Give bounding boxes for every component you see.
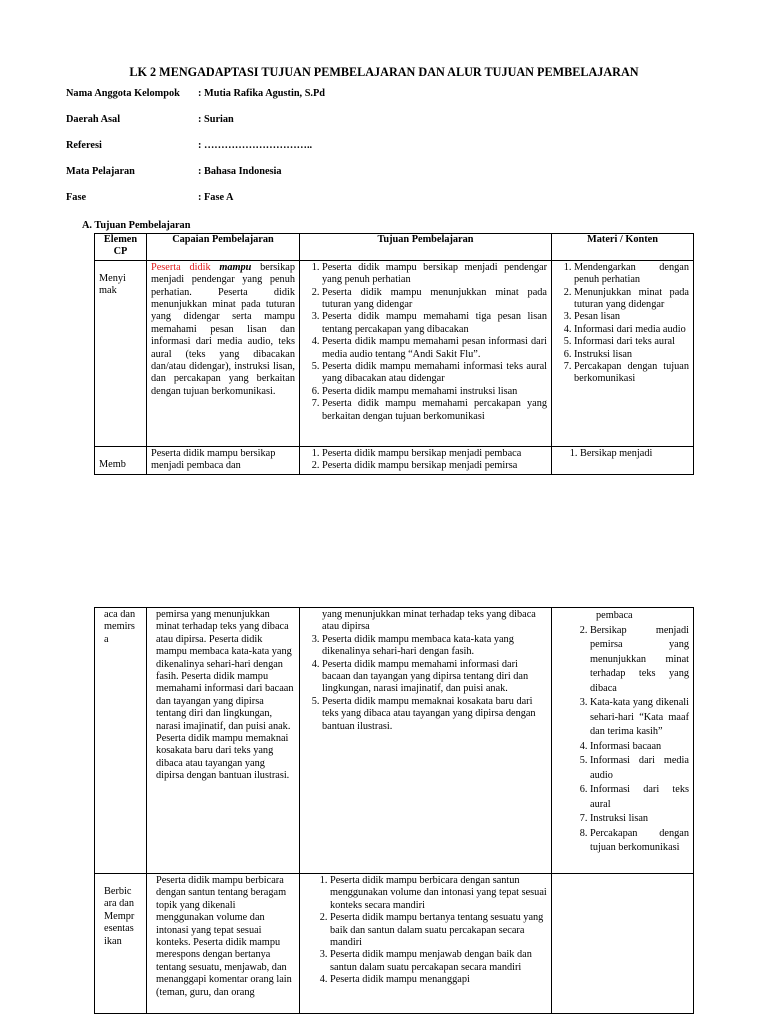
- elemen-cell: aca dan memirs a: [95, 608, 147, 874]
- tujuan-table-page-2: [94, 607, 694, 1014]
- list-item: 4. Informasi dari media audio: [574, 324, 689, 336]
- list-item: 1. Peserta didik mampu bersikap menjadi pembaca: [322, 448, 547, 460]
- materi-cell: [552, 260, 694, 446]
- list-item: 1. Bersikap menjadi: [580, 448, 689, 460]
- list-item: 1. Mendengarkan dengan penuh perhatian: [574, 262, 689, 287]
- list-item: 3. Pesan lisan: [574, 311, 689, 323]
- list-item: 4. Informasi bacaan: [590, 740, 689, 755]
- meta-value-nama: : Mutia Rafika Agustin, S.Pd: [198, 88, 326, 99]
- list-item: 5. Informasi dari media audio: [590, 754, 689, 783]
- materi-cell: [552, 874, 694, 1014]
- list-item: 4. Peserta didik mampu memahami informasi dari bacaan dan tayangan yang dipirsa tentang diri dan lingkungan, narasi imajinatif, dan puisi anak.: [322, 659, 547, 696]
- list-item: 2. Peserta didik mampu bersikap menjadi pemirsa: [322, 460, 547, 472]
- capaian-rest-text: bersikap menjadi pendengar yang penuh perhatian. Peserta didik menunjukkan minat pada tuturan yang didengar serta mampu memahami pesan lisan dan informasi dari media audio, teks aural (teks yang dibacakan dan/atau didengar), instruksi lisan, dan percakapan yang berkaitan dengan tujuan berkomunikasi.: [151, 261, 295, 397]
- meta-value-daerah: : Surian: [198, 114, 234, 125]
- capaian-cell: [147, 260, 300, 446]
- list-item: 4. Peserta didik mampu menanggapi: [330, 974, 547, 986]
- capaian-cell: Peserta didik mampu berbicara dengan santun tentang beragam topik yang dikenali menggunakan volume dan intonasi yang tepat sesuai konteks. Peserta didik mampu merespons dengan bertanya tentang sesuatu, menjawab, dan menanggapi komentar orang lain (teman, guru, dan orang: [147, 874, 300, 1014]
- list-item: 3. Peserta didik mampu memahami tiga pesan lisan tentang percakapan yang dibacakan: [322, 311, 547, 336]
- table-row-menyimak: [95, 260, 694, 446]
- list-item: 1. Peserta didik mampu berbicara dengan santun menggunakan volume dan intonasi yang tepat sesuai konteks secara mandiri: [330, 875, 547, 912]
- header-elemen: Elemen CP: [95, 234, 147, 261]
- list-item: 1. Peserta didik mampu bersikap menjadi pendengar yang penuh perhatian: [322, 262, 547, 287]
- list-item: 8. Percakapan dengan tujuan berkomunikasi: [590, 827, 689, 856]
- list-item: 2. Peserta didik mampu bertanya tentang sesuatu yang baik dan santun dalam suatu percakapan secara mandiri: [330, 912, 547, 949]
- materi-cell: [552, 608, 694, 874]
- meta-value-mapel: : Bahasa Indonesia: [198, 166, 282, 177]
- meta-value-fase: : Fase A: [198, 192, 234, 203]
- elemen-cell: Menyi mak: [95, 260, 147, 446]
- list-item: 7. Instruksi lisan: [590, 812, 689, 827]
- materi-continuation: pembaca: [596, 610, 633, 621]
- table-header-row: [95, 234, 694, 261]
- list-item: 2. Menunjukkan minat pada tuturan yang didengar: [574, 287, 689, 312]
- list-item: 7. Peserta didik mampu memahami percakapan yang berkaitan dengan tujuan berkomunikasi: [322, 398, 547, 423]
- meta-label-nama: Nama Anggota Kelompok: [66, 88, 180, 99]
- materi-cell: [552, 446, 694, 474]
- tujuan-cell: [300, 446, 552, 474]
- tujuan-continuation: yang menunjukkan minat terhadap teks yang dibaca atau dipirsa: [322, 609, 536, 633]
- list-item: 4. Peserta didik mampu memahami pesan informasi dari media audio tentang “Andi Sakit Flu”.: [322, 336, 547, 361]
- meta-label-fase: Fase: [66, 192, 87, 203]
- list-item: 6. Instruksi lisan: [574, 349, 689, 361]
- meta-value-referensi: : …………………………..: [198, 140, 313, 151]
- tujuan-cell: [300, 260, 552, 446]
- meta-label-daerah: Daerah Asal: [66, 114, 121, 125]
- list-item: 6. Peserta didik mampu memahami instruksi lisan: [322, 386, 547, 398]
- table-row-berbicara: [95, 874, 694, 1014]
- capaian-cell: pemirsa yang menunjukkan minat terhadap teks yang dibaca atau dipirsa. Peserta didik mampu membaca kata-kata yang dikenalinya sehari-hari dengan fasih. Peserta didik mampu memahami informasi dari bacaan dan tayangan yang dipirsa tentang diri dan lingkungan, narasi imajinatif, dan puisi anak. Peserta didik mampu memaknai kosakata baru dari teks yang dibaca atau tayangan yang dipirsa dengan bantuan ilustrasi.: [147, 608, 300, 874]
- header-capaian: Capaian Pembelajaran: [147, 234, 300, 261]
- header-materi: Materi / Konten: [552, 234, 694, 261]
- section-title: A. Tujuan Pembelajaran: [82, 220, 191, 231]
- capaian-bold-text: mampu: [219, 261, 252, 273]
- list-item: 7. Percakapan dengan tujuan berkomunikasi: [574, 361, 689, 386]
- list-item: 5. Peserta didik mampu memaknai kosakata baru dari teks yang dibaca atau tayangan yang dipirsa dengan bantuan ilustrasi.: [322, 696, 547, 733]
- tujuan-table-page-1: [94, 233, 694, 475]
- meta-label-referensi: Referesi: [66, 140, 102, 151]
- capaian-red-text: Peserta didik: [151, 261, 220, 273]
- elemen-cell: Memb: [95, 446, 147, 474]
- capaian-cell: Peserta didik mampu bersikap menjadi pembaca dan: [147, 446, 300, 474]
- list-item: 3. Kata-kata yang dikenali sehari-hari “Kata maaf dan terima kasih”: [590, 696, 689, 740]
- document-title: LK 2 MENGADAPTASI TUJUAN PEMBELAJARAN DAN ALUR TUJUAN PEMBELAJARAN: [129, 65, 639, 79]
- list-item: 5. Informasi dari teks aural: [574, 336, 689, 348]
- table-row-membaca-cont: [95, 608, 694, 874]
- table-row-membaca: [95, 446, 694, 474]
- list-item: 5. Peserta didik mampu memahami informasi teks aural yang dibacakan atau didengar: [322, 361, 547, 386]
- meta-label-mapel: Mata Pelajaran: [66, 166, 135, 177]
- list-item: 2. Bersikap menjadi pemirsa yang menunjukkan minat terhadap teks yang dibaca: [590, 624, 689, 697]
- list-item: 6. Informasi dari teks aural: [590, 783, 689, 812]
- elemen-cell: Berbic ara dan Mempr esentas ikan: [95, 874, 147, 1014]
- list-item: 2. Peserta didik mampu menunjukkan minat pada tuturan yang didengar: [322, 287, 547, 312]
- list-item: 3. Peserta didik mampu menjawab dengan baik dan santun dalam suatu percakapan secara mandiri: [330, 949, 547, 974]
- header-tujuan: Tujuan Pembelajaran: [300, 234, 552, 261]
- tujuan-cell: [300, 608, 552, 874]
- tujuan-cell: [300, 874, 552, 1014]
- list-item: 3. Peserta didik mampu membaca kata-kata yang dikenalinya sehari-hari dengan fasih.: [322, 634, 547, 659]
